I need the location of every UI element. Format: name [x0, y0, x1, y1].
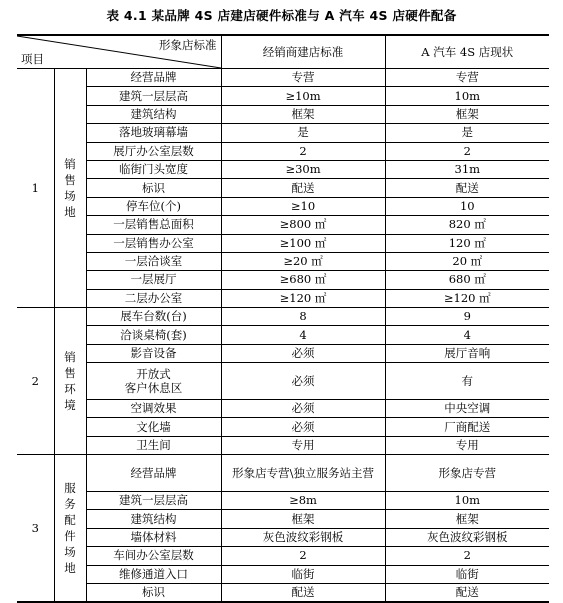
- group-label-char: 售: [64, 366, 76, 381]
- standard-cell: ≥680 ㎡: [221, 271, 385, 289]
- group-label-char: 服: [64, 481, 76, 496]
- current-cell: 形象店专营: [385, 455, 549, 492]
- item-cell: 经营品牌: [86, 455, 221, 492]
- table-row: [17, 344, 549, 362]
- table-row: [17, 308, 549, 326]
- table-row: [17, 492, 549, 510]
- table-row: [17, 234, 549, 252]
- item-cell: 一层洽谈室: [86, 252, 221, 270]
- current-cell: 专营: [385, 69, 549, 87]
- table-row: [17, 142, 549, 160]
- group-label-char: 售: [64, 173, 76, 188]
- standard-cell: ≥120 ㎡: [221, 289, 385, 307]
- item-cell: 建筑一层层高: [86, 87, 221, 105]
- standard-cell: 形象店专营\独立服务站主营: [221, 455, 385, 492]
- standard-cell: 配送: [221, 179, 385, 197]
- item-cell: 洽谈桌椅(套): [86, 326, 221, 344]
- item-cell: 维修通道入口: [86, 565, 221, 583]
- item-cell: 展厅办公室层数: [86, 142, 221, 160]
- table-row: [17, 124, 549, 142]
- table-row: [17, 583, 549, 601]
- current-cell: 是: [385, 124, 549, 142]
- section-number: 2: [17, 308, 54, 455]
- standard-cell: 必须: [221, 344, 385, 362]
- group-label-char: 件: [64, 529, 76, 544]
- item-cell: 展车台数(台): [86, 308, 221, 326]
- standard-cell: 框架: [221, 510, 385, 528]
- table-row: [17, 271, 549, 289]
- standard-cell: ≥10m: [221, 87, 385, 105]
- current-cell: 框架: [385, 510, 549, 528]
- current-cell: 10m: [385, 492, 549, 510]
- current-cell: 4: [385, 326, 549, 344]
- item-cell: 车间办公室层数: [86, 547, 221, 565]
- standard-cell: 是: [221, 124, 385, 142]
- current-cell: 31m: [385, 160, 549, 178]
- table-row: [17, 216, 549, 234]
- item-cell: 一层销售办公室: [86, 234, 221, 252]
- section-group-label: [54, 308, 86, 455]
- table-row: [17, 400, 549, 418]
- group-label-char: 场: [64, 545, 76, 560]
- item-cell: 建筑结构: [86, 105, 221, 123]
- header-row: [17, 35, 549, 69]
- table-row: [17, 418, 549, 436]
- current-cell: 有: [385, 363, 549, 400]
- column-header-current: A 汽车 4S 店现状: [385, 35, 549, 69]
- standard-cell: 必须: [221, 418, 385, 436]
- section-number: 1: [17, 69, 54, 308]
- item-cell: 标识: [86, 179, 221, 197]
- standard-cell: 专营: [221, 69, 385, 87]
- current-cell: 配送: [385, 179, 549, 197]
- item-cell: 墙体材料: [86, 528, 221, 546]
- table-row: [17, 455, 549, 492]
- table-row: [17, 436, 549, 454]
- group-label-char: 场: [64, 189, 76, 204]
- table-row: [17, 105, 549, 123]
- column-header-standard: 经销商建店标准: [221, 35, 385, 69]
- current-cell: 20 ㎡: [385, 252, 549, 270]
- section-group-label: [54, 455, 86, 602]
- group-label-char: 环: [64, 382, 76, 397]
- current-cell: 展厅音响: [385, 344, 549, 362]
- section-number: 3: [17, 455, 54, 602]
- group-label-char: 销: [64, 350, 76, 365]
- item-cell: 卫生间: [86, 436, 221, 454]
- standard-cell: 2: [221, 142, 385, 160]
- standard-cell: ≥30m: [221, 160, 385, 178]
- item-cell: 临街门头宽度: [86, 160, 221, 178]
- table-row: [17, 160, 549, 178]
- item-cell: 建筑结构: [86, 510, 221, 528]
- standard-cell: 必须: [221, 400, 385, 418]
- current-cell: 框架: [385, 105, 549, 123]
- item-cell: 影音设备: [86, 344, 221, 362]
- table-row: [17, 547, 549, 565]
- corner-bottom-label: 项目: [21, 52, 44, 66]
- table-row: [17, 289, 549, 307]
- current-cell: 120 ㎡: [385, 234, 549, 252]
- table-row: [17, 197, 549, 215]
- standard-cell: 框架: [221, 105, 385, 123]
- group-label-char: 地: [64, 561, 76, 576]
- table-row: [17, 363, 549, 400]
- standard-cell: ≥8m: [221, 492, 385, 510]
- standard-cell: 4: [221, 326, 385, 344]
- item-cell: 一层展厅: [86, 271, 221, 289]
- standard-cell: ≥20 ㎡: [221, 252, 385, 270]
- item-cell: 一层销售总面积: [86, 216, 221, 234]
- group-label-char: 销: [64, 157, 76, 172]
- current-cell: 10m: [385, 87, 549, 105]
- table-row: [17, 528, 549, 546]
- item-cell: 标识: [86, 583, 221, 601]
- item-cell: 落地玻璃幕墙: [86, 124, 221, 142]
- item-cell: 建筑一层层高: [86, 492, 221, 510]
- standard-cell: 配送: [221, 583, 385, 601]
- group-label-char: 配: [64, 513, 76, 528]
- current-cell: 680 ㎡: [385, 271, 549, 289]
- current-cell: 10: [385, 197, 549, 215]
- table-caption: 表 4.1 某品牌 4S 店建店硬件标准与 A 汽车 4S 店硬件配备: [106, 8, 457, 23]
- standard-cell: 临街: [221, 565, 385, 583]
- standard-cell: 灰色波纹彩钢板: [221, 528, 385, 546]
- current-cell: 820 ㎡: [385, 216, 549, 234]
- standard-cell: 必须: [221, 363, 385, 400]
- table-row: [17, 87, 549, 105]
- item-cell: 开放式 客户休息区: [86, 363, 221, 400]
- standard-cell: 8: [221, 308, 385, 326]
- standard-cell: 专用: [221, 436, 385, 454]
- group-label-char: 境: [64, 398, 76, 413]
- current-cell: 厂商配送: [385, 418, 549, 436]
- current-cell: ≥120 ㎡: [385, 289, 549, 307]
- table-row: [17, 179, 549, 197]
- current-cell: 9: [385, 308, 549, 326]
- current-cell: 中央空调: [385, 400, 549, 418]
- standard-cell: ≥10: [221, 197, 385, 215]
- item-cell: 空调效果: [86, 400, 221, 418]
- current-cell: 专用: [385, 436, 549, 454]
- table-row: [17, 252, 549, 270]
- table-row: [17, 565, 549, 583]
- group-label-char: 务: [64, 497, 76, 512]
- standard-cell: ≥100 ㎡: [221, 234, 385, 252]
- table-row: [17, 510, 549, 528]
- hardware-standard-table: [17, 34, 549, 603]
- item-cell: 停车位(个): [86, 197, 221, 215]
- item-cell: 经营品牌: [86, 69, 221, 87]
- corner-top-label: 形象店标准: [159, 38, 217, 52]
- item-cell: 二层办公室: [86, 289, 221, 307]
- item-cell: 文化墙: [86, 418, 221, 436]
- standard-cell: 2: [221, 547, 385, 565]
- current-cell: 配送: [385, 583, 549, 601]
- table-row: [17, 69, 549, 87]
- current-cell: 2: [385, 547, 549, 565]
- current-cell: 灰色波纹彩钢板: [385, 528, 549, 546]
- group-label-char: 地: [64, 205, 76, 220]
- standard-cell: ≥800 ㎡: [221, 216, 385, 234]
- table-row: [17, 326, 549, 344]
- current-cell: 临街: [385, 565, 549, 583]
- section-group-label: [54, 69, 86, 308]
- diagonal-header-cell: [17, 35, 221, 69]
- current-cell: 2: [385, 142, 549, 160]
